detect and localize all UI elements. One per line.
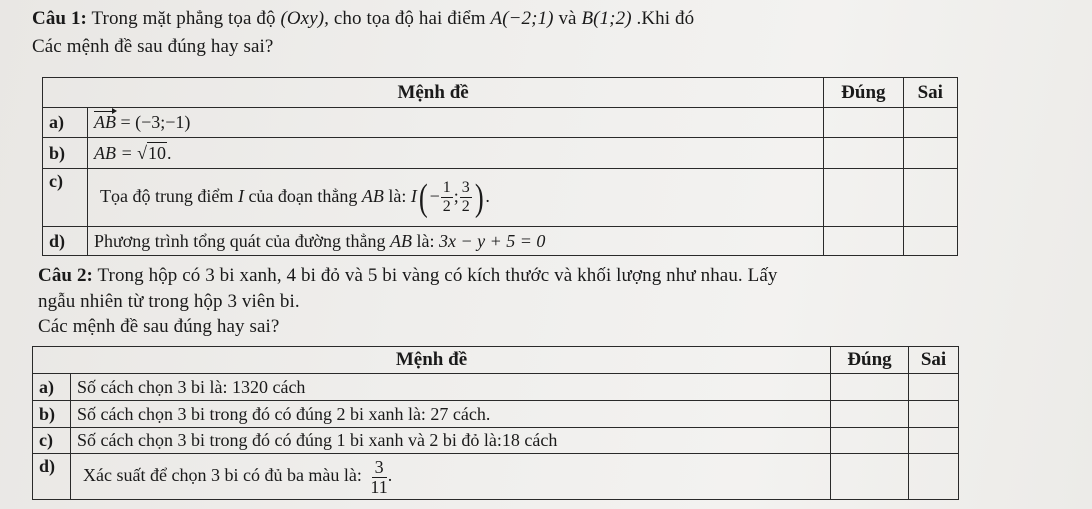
q2-heading — [38, 265, 777, 287]
line-equation: 3x − y + 5 = 0 — [438, 230, 546, 251]
q1-point-b: B(1;2) — [581, 8, 632, 29]
q1-row-label: c) — [43, 169, 88, 227]
q2-false-cell-a[interactable] — [909, 374, 959, 401]
q2-false-cell-c[interactable] — [909, 428, 959, 454]
q1-row-label: a) — [43, 108, 88, 138]
q1-false-cell-d[interactable] — [903, 227, 957, 256]
q2-header-statement: Mệnh đề — [33, 347, 831, 374]
segment-ab: AB — [361, 185, 384, 206]
numerator: 1 — [442, 179, 451, 196]
q1-false-cell-c[interactable] — [903, 169, 957, 227]
q1-and: và — [553, 8, 582, 29]
var-i: I — [237, 185, 244, 206]
q2-row-label: b) — [33, 401, 71, 428]
q2-true-cell-b[interactable] — [831, 401, 909, 428]
length-ab: AB = — [93, 142, 138, 163]
q1-label: Câu 1: — [32, 8, 87, 29]
q1-header-false: Sai — [903, 78, 957, 108]
text: là: — [411, 230, 439, 251]
q2-true-cell-a[interactable] — [831, 374, 909, 401]
minus-sign: − — [429, 185, 440, 206]
q2-statement-d — [71, 454, 831, 500]
q1-oxy: (Oxy), — [280, 8, 330, 29]
q1-header-true: Đúng — [824, 78, 903, 108]
fraction-one-half — [441, 180, 453, 215]
q2-true-cell-d[interactable] — [831, 454, 909, 500]
q1-row-d — [43, 227, 958, 256]
vector-ab: AB — [93, 112, 116, 132]
q2-row-label: a) — [33, 374, 71, 401]
q1-text-b: cho tọa độ hai điểm — [329, 8, 491, 29]
separator: ; — [453, 185, 459, 206]
q1-row-label: b) — [43, 138, 88, 169]
q1-header-statement: Mệnh đề — [43, 78, 824, 108]
q2-label: Câu 2: — [38, 265, 93, 286]
denominator: 11 — [370, 476, 388, 497]
q2-header-false: Sai — [909, 347, 959, 374]
q1-false-cell-a[interactable] — [903, 108, 957, 138]
q1-statement-d — [87, 227, 823, 256]
q2-row-label: c) — [33, 428, 71, 454]
close-paren: ) — [474, 176, 484, 219]
q1-row-b — [43, 138, 958, 169]
text: là: — [383, 185, 411, 206]
q2-row-c — [33, 428, 959, 454]
q1-true-cell-b[interactable] — [824, 138, 903, 169]
sqrt-expression — [137, 143, 167, 164]
period: . — [485, 185, 490, 206]
open-paren: ( — [418, 176, 428, 219]
q1-row-a — [43, 108, 958, 138]
q2-false-cell-d[interactable] — [909, 454, 959, 500]
fraction-three-halves — [460, 180, 472, 215]
q2-table — [32, 346, 959, 500]
text: Phương trình tổng quát của đường thẳng — [93, 230, 390, 251]
q1-subheading: Các mệnh đề sau đúng hay sai? — [32, 36, 274, 57]
q1-table — [42, 77, 958, 256]
point-i: I — [410, 185, 417, 206]
text: Xác suất để chọn 3 bi có đủ ba màu là: — [83, 464, 367, 485]
q1-true-cell-a[interactable] — [824, 108, 903, 138]
q2-statement-a: Số cách chọn 3 bi là: 1320 cách — [71, 374, 831, 401]
q1-statement-c — [87, 169, 823, 227]
q1-row-label: d) — [43, 227, 88, 256]
q2-row-a — [33, 374, 959, 401]
radicand: 10 — [147, 142, 166, 163]
sqrt-sign: √ — [137, 142, 147, 163]
q1-true-cell-d[interactable] — [824, 227, 903, 256]
q1-false-cell-b[interactable] — [903, 138, 957, 169]
q1-point-a: A(−2;1) — [490, 8, 554, 29]
denominator: 2 — [461, 198, 470, 215]
q2-statement-b: Số cách chọn 3 bi trong đó có đúng 2 bi xanh là: 27 cách. — [71, 401, 831, 428]
denominator: 2 — [442, 198, 451, 215]
q2-true-cell-c[interactable] — [831, 428, 909, 454]
q2-statement-c: Số cách chọn 3 bi trong đó có đúng 1 bi xanh và 2 bi đỏ là:18 cách — [71, 428, 831, 454]
q2-row-d — [33, 454, 959, 500]
q2-false-cell-b[interactable] — [909, 401, 959, 428]
numerator: 3 — [372, 458, 387, 478]
q2-heading-line2: ngẫu nhiên từ trong hộp 3 viên bi. — [38, 291, 300, 312]
q2-header-true: Đúng — [831, 347, 909, 374]
text: Tọa độ trung điểm — [99, 185, 238, 206]
q1-heading — [32, 8, 694, 30]
text: của đoạn thẳng — [243, 185, 362, 206]
q1-text-a: Trong mặt phẳng tọa độ — [86, 8, 281, 29]
period: . — [166, 142, 172, 163]
q1-statement-a — [87, 108, 823, 138]
q1-text-c: .Khi đó — [631, 8, 695, 29]
vector-value: = (−3;−1) — [115, 112, 191, 132]
q2-row-b — [33, 401, 959, 428]
period: . — [387, 464, 393, 485]
q2-subheading: Các mệnh đề sau đúng hay sai? — [38, 316, 280, 337]
q1-row-c — [43, 169, 958, 227]
q1-true-cell-c[interactable] — [824, 169, 903, 227]
q1-statement-b — [87, 138, 823, 169]
q2-text: Trong hộp có 3 bi xanh, 4 bi đỏ và 5 bi vàng có kích thước và khối lượng như nhau. Lấy — [92, 265, 778, 286]
q2-row-label: d) — [33, 454, 71, 500]
segment-ab: AB — [389, 230, 412, 251]
fraction-probability — [370, 458, 387, 496]
numerator: 3 — [461, 179, 470, 196]
